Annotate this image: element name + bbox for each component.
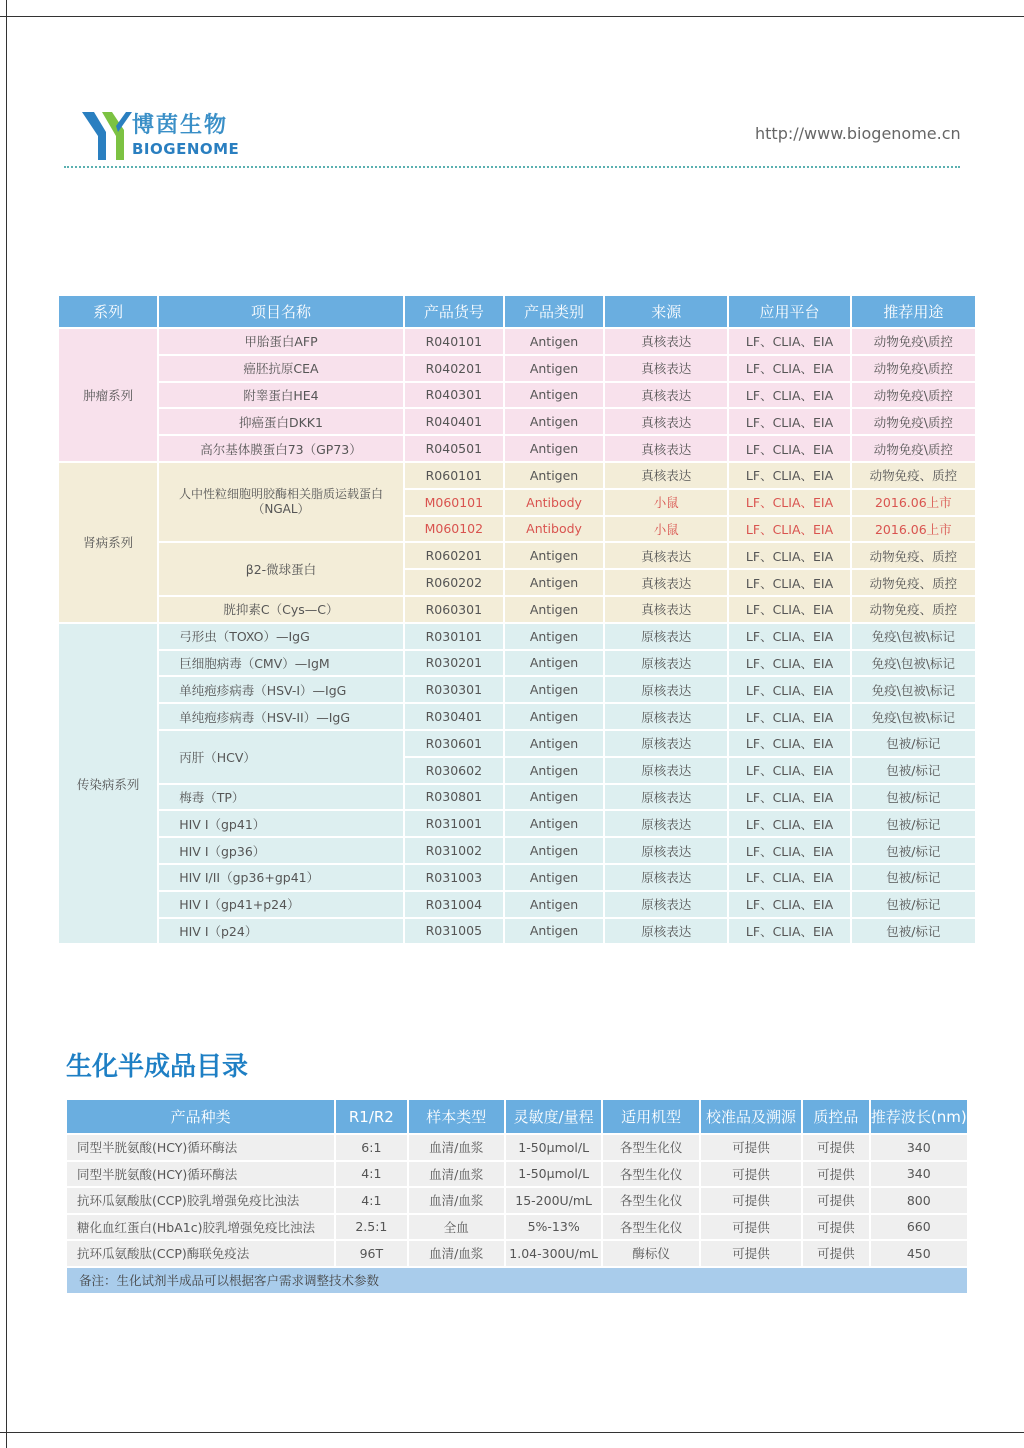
product-code: R060202 — [405, 570, 503, 595]
recommended-use: 免疫\包被\标记 — [852, 651, 975, 676]
biochem-table — [65, 1098, 969, 1295]
platform: LF、CLIA、EIA — [729, 865, 849, 890]
platform: LF、CLIA、EIA — [729, 490, 849, 515]
source: 小鼠 — [605, 517, 727, 542]
platform: LF、CLIA、EIA — [729, 463, 849, 488]
recommended-use: 包被/标记 — [852, 838, 975, 863]
product-type: Antigen — [505, 356, 603, 381]
recommended-use: 包被/标记 — [852, 892, 975, 917]
product-code: R040301 — [405, 383, 503, 408]
platform: LF、CLIA、EIA — [729, 329, 849, 354]
recommended-use: 动物免疫、质控 — [852, 463, 975, 488]
sensitivity: 1-50μmol/L — [506, 1135, 601, 1160]
product-code: R031001 — [405, 811, 503, 836]
recommended-use: 包被/标记 — [852, 731, 975, 756]
platform: LF、CLIA、EIA — [729, 356, 849, 381]
qc: 可提供 — [803, 1135, 868, 1160]
instrument: 各型生化仪 — [603, 1188, 698, 1213]
source: 原核表达 — [605, 811, 727, 836]
source: 真核表达 — [605, 436, 727, 461]
product-code: R031003 — [405, 865, 503, 890]
series-cell: 肿瘤系列 — [59, 329, 157, 461]
platform: LF、CLIA、EIA — [729, 811, 849, 836]
source: 原核表达 — [605, 624, 727, 649]
recommended-use: 免疫\包被\标记 — [852, 704, 975, 729]
source: 真核表达 — [605, 383, 727, 408]
product-type: Antigen — [505, 785, 603, 810]
product-type: Antigen — [505, 651, 603, 676]
instrument: 酶标仪 — [603, 1241, 698, 1266]
product-type: Antigen — [505, 329, 603, 354]
table-header-row — [59, 296, 975, 327]
source: 原核表达 — [605, 704, 727, 729]
recommended-use: 包被/标记 — [852, 811, 975, 836]
table-row — [59, 597, 975, 622]
calibrator: 可提供 — [701, 1162, 801, 1187]
product-type: Antigen — [505, 677, 603, 702]
item-name: 弓形虫（TOXO）—IgG — [159, 624, 403, 649]
item-name: 附睾蛋白HE4 — [159, 383, 403, 408]
recommended-use: 2016.06上市 — [852, 517, 975, 542]
item-name: HIV I（gp41） — [159, 811, 403, 836]
product-code: R031005 — [405, 919, 503, 944]
product-code: R031002 — [405, 838, 503, 863]
product-code: R030201 — [405, 651, 503, 676]
table-row — [59, 329, 975, 354]
col-header: R1/R2 — [336, 1100, 406, 1133]
item-name: 巨细胞病毒（CMV）—IgM — [159, 651, 403, 676]
item-name: 单纯疱疹病毒（HSV-I）—IgG — [159, 677, 403, 702]
platform: LF、CLIA、EIA — [729, 409, 849, 434]
sensitivity: 15-200U/mL — [506, 1188, 601, 1213]
page-border-top — [0, 16, 1024, 17]
recommended-use: 动物免疫\质控 — [852, 329, 975, 354]
wavelength: 450 — [871, 1241, 967, 1266]
table-header-row — [67, 1100, 967, 1133]
product-type: Antigen — [505, 811, 603, 836]
platform: LF、CLIA、EIA — [729, 624, 849, 649]
table-row — [59, 463, 975, 488]
page-border-left — [6, 0, 7, 1448]
source: 原核表达 — [605, 651, 727, 676]
product-type: Antibody — [505, 490, 603, 515]
page-border-bottom — [0, 1432, 1024, 1433]
item-name — [159, 463, 403, 541]
product-type: Antigen — [505, 731, 603, 756]
product-type: Antigen — [505, 543, 603, 568]
item-name: 高尔基体膜蛋白73（GP73） — [159, 436, 403, 461]
col-header: 来源 — [605, 296, 727, 327]
table-row — [59, 785, 975, 810]
table-row — [59, 704, 975, 729]
product-code: M060102 — [405, 517, 503, 542]
recommended-use: 2016.06上市 — [852, 490, 975, 515]
wavelength: 800 — [871, 1188, 967, 1213]
source: 真核表达 — [605, 543, 727, 568]
product-type: Antigen — [505, 865, 603, 890]
wavelength: 340 — [871, 1162, 967, 1187]
product-type: Antigen — [505, 570, 603, 595]
logo-text-cn: 博茵生物 — [132, 113, 229, 138]
platform: LF、CLIA、EIA — [729, 597, 849, 622]
recommended-use: 动物免疫\质控 — [852, 409, 975, 434]
recommended-use: 包被/标记 — [852, 758, 975, 783]
r1-r2: 4:1 — [336, 1162, 406, 1187]
table-row — [59, 838, 975, 863]
table-row — [59, 543, 975, 568]
table-row — [59, 409, 975, 434]
product-code: M060101 — [405, 490, 503, 515]
recommended-use: 动物免疫、质控 — [852, 570, 975, 595]
sample-type: 全血 — [409, 1215, 504, 1240]
table-row — [67, 1215, 967, 1240]
source: 真核表达 — [605, 570, 727, 595]
calibrator: 可提供 — [701, 1241, 801, 1266]
product-code: R040401 — [405, 409, 503, 434]
item-name: HIV I（p24） — [159, 919, 403, 944]
source: 原核表达 — [605, 865, 727, 890]
r1-r2: 6:1 — [336, 1135, 406, 1160]
calibrator: 可提供 — [701, 1135, 801, 1160]
sensitivity: 1-50μmol/L — [506, 1162, 601, 1187]
product-code: R030801 — [405, 785, 503, 810]
qc: 可提供 — [803, 1162, 868, 1187]
source: 真核表达 — [605, 463, 727, 488]
platform: LF、CLIA、EIA — [729, 677, 849, 702]
recommended-use: 动物免疫、质控 — [852, 597, 975, 622]
product-code: R040101 — [405, 329, 503, 354]
product-code: R031004 — [405, 892, 503, 917]
col-header: 项目名称 — [159, 296, 403, 327]
item-name: 单纯疱疹病毒（HSV-II）—IgG — [159, 704, 403, 729]
product-type: Antigen — [505, 383, 603, 408]
product-code: R030101 — [405, 624, 503, 649]
col-header: 系列 — [59, 296, 157, 327]
qc: 可提供 — [803, 1215, 868, 1240]
source: 真核表达 — [605, 356, 727, 381]
item-name: 甲胎蛋白AFP — [159, 329, 403, 354]
recommended-use: 包被/标记 — [852, 919, 975, 944]
r1-r2: 4:1 — [336, 1188, 406, 1213]
col-header: 样本类型 — [409, 1100, 504, 1133]
instrument: 各型生化仪 — [603, 1215, 698, 1240]
table-row — [67, 1162, 967, 1187]
calibrator: 可提供 — [701, 1215, 801, 1240]
wavelength: 660 — [871, 1215, 967, 1240]
recommended-use: 免疫\包被\标记 — [852, 677, 975, 702]
col-header: 应用平台 — [729, 296, 849, 327]
sensitivity: 1.04-300U/mL — [506, 1241, 601, 1266]
calibrator: 可提供 — [701, 1188, 801, 1213]
source: 原核表达 — [605, 731, 727, 756]
table-row — [59, 436, 975, 461]
qc: 可提供 — [803, 1188, 868, 1213]
table-row — [59, 651, 975, 676]
col-header: 适用机型 — [603, 1100, 698, 1133]
item-name: 梅毒（TP） — [159, 785, 403, 810]
table-row — [59, 356, 975, 381]
platform: LF、CLIA、EIA — [729, 383, 849, 408]
sample-type: 血清/血浆 — [409, 1188, 504, 1213]
col-header: 推荐波长(nm) — [871, 1100, 967, 1133]
item-name: 胱抑素C（Cys—C） — [159, 597, 403, 622]
col-header: 产品种类 — [67, 1100, 334, 1133]
product-code: R060201 — [405, 543, 503, 568]
qc: 可提供 — [803, 1241, 868, 1266]
item-name: β2-微球蛋白 — [159, 543, 403, 595]
table-row — [59, 624, 975, 649]
platform: LF、CLIA、EIA — [729, 543, 849, 568]
product-code: R030601 — [405, 731, 503, 756]
platform: LF、CLIA、EIA — [729, 517, 849, 542]
item-name: 丙肝（HCV） — [159, 731, 403, 783]
source: 原核表达 — [605, 892, 727, 917]
recommended-use: 动物免疫、质控 — [852, 543, 975, 568]
product-kind: 抗环瓜氨酸肽(CCP)酶联免疫法 — [67, 1241, 334, 1266]
product-code: R030602 — [405, 758, 503, 783]
product-kind: 同型半胱氨酸(HCY)循环酶法 — [67, 1135, 334, 1160]
col-header: 产品货号 — [405, 296, 503, 327]
product-type: Antigen — [505, 758, 603, 783]
source: 原核表达 — [605, 838, 727, 863]
series-cell: 肾病系列 — [59, 463, 157, 622]
sample-type: 血清/血浆 — [409, 1241, 504, 1266]
product-type: Antigen — [505, 597, 603, 622]
product-type: Antigen — [505, 704, 603, 729]
recommended-use: 动物免疫\质控 — [852, 383, 975, 408]
product-table — [57, 294, 977, 945]
table-row — [59, 677, 975, 702]
table-row — [67, 1188, 967, 1213]
instrument: 各型生化仪 — [603, 1135, 698, 1160]
dotted-divider — [64, 166, 960, 168]
product-code: R030301 — [405, 677, 503, 702]
r1-r2: 96T — [336, 1241, 406, 1266]
sample-type: 血清/血浆 — [409, 1162, 504, 1187]
table-row — [59, 731, 975, 756]
note-row — [67, 1268, 967, 1293]
platform: LF、CLIA、EIA — [729, 570, 849, 595]
table-row — [59, 865, 975, 890]
product-type: Antigen — [505, 838, 603, 863]
item-name: HIV I/II（gp36+gp41） — [159, 865, 403, 890]
logo-text-en: BIOGENOME — [132, 140, 240, 158]
table-row — [59, 919, 975, 944]
item-name: HIV I（gp41+p24） — [159, 892, 403, 917]
table-note: 备注：生化试剂半成品可以根据客户需求调整技术参数 — [67, 1268, 967, 1293]
section-title: 生化半成品目录 — [66, 1052, 249, 1082]
recommended-use: 包被/标记 — [852, 865, 975, 890]
item-name: HIV I（gp36） — [159, 838, 403, 863]
platform: LF、CLIA、EIA — [729, 704, 849, 729]
source: 真核表达 — [605, 329, 727, 354]
product-kind: 抗环瓜氨酸肽(CCP)胶乳增强免疫比浊法 — [67, 1188, 334, 1213]
platform: LF、CLIA、EIA — [729, 892, 849, 917]
col-header: 产品类别 — [505, 296, 603, 327]
product-type: Antigen — [505, 624, 603, 649]
source: 真核表达 — [605, 409, 727, 434]
r1-r2: 2.5:1 — [336, 1215, 406, 1240]
product-type: Antigen — [505, 409, 603, 434]
product-type: Antigen — [505, 463, 603, 488]
platform: LF、CLIA、EIA — [729, 785, 849, 810]
item-name: 癌胚抗原CEA — [159, 356, 403, 381]
item-name-text: 人中性粒细胞明胶酶相关脂质运载蛋白（NGAL） — [178, 487, 383, 517]
source: 原核表达 — [605, 758, 727, 783]
product-code: R060101 — [405, 463, 503, 488]
recommended-use: 动物免疫\质控 — [852, 356, 975, 381]
source: 真核表达 — [605, 597, 727, 622]
recommended-use: 免疫\包被\标记 — [852, 624, 975, 649]
product-type: Antigen — [505, 892, 603, 917]
col-header: 校准品及溯源 — [701, 1100, 801, 1133]
platform: LF、CLIA、EIA — [729, 919, 849, 944]
platform: LF、CLIA、EIA — [729, 838, 849, 863]
source: 原核表达 — [605, 785, 727, 810]
source: 小鼠 — [605, 490, 727, 515]
instrument: 各型生化仪 — [603, 1162, 698, 1187]
product-kind: 糖化血红蛋白(HbA1c)胶乳增强免疫比浊法 — [67, 1215, 334, 1240]
product-code: R030401 — [405, 704, 503, 729]
col-header: 灵敏度/量程 — [506, 1100, 601, 1133]
product-kind: 同型半胱氨酸(HCY)循环酶法 — [67, 1162, 334, 1187]
product-type: Antigen — [505, 436, 603, 461]
table-row — [59, 811, 975, 836]
sensitivity: 5%-13% — [506, 1215, 601, 1240]
website-url[interactable]: http://www.biogenome.cn — [755, 124, 961, 143]
sample-type: 血清/血浆 — [409, 1135, 504, 1160]
source: 原核表达 — [605, 919, 727, 944]
product-type: Antigen — [505, 919, 603, 944]
product-code: R040501 — [405, 436, 503, 461]
product-type: Antibody — [505, 517, 603, 542]
col-header: 质控品 — [803, 1100, 868, 1133]
wavelength: 340 — [871, 1135, 967, 1160]
product-code: R060301 — [405, 597, 503, 622]
product-code: R040201 — [405, 356, 503, 381]
col-header: 推荐用途 — [852, 296, 975, 327]
table-row — [67, 1135, 967, 1160]
recommended-use: 包被/标记 — [852, 785, 975, 810]
platform: LF、CLIA、EIA — [729, 758, 849, 783]
source: 原核表达 — [605, 677, 727, 702]
platform: LF、CLIA、EIA — [729, 436, 849, 461]
recommended-use: 动物免疫\质控 — [852, 436, 975, 461]
table-row — [59, 383, 975, 408]
table-row — [59, 892, 975, 917]
item-name: 抑癌蛋白DKK1 — [159, 409, 403, 434]
table-row — [67, 1241, 967, 1266]
platform: LF、CLIA、EIA — [729, 731, 849, 756]
series-cell: 传染病系列 — [59, 624, 157, 944]
platform: LF、CLIA、EIA — [729, 651, 849, 676]
